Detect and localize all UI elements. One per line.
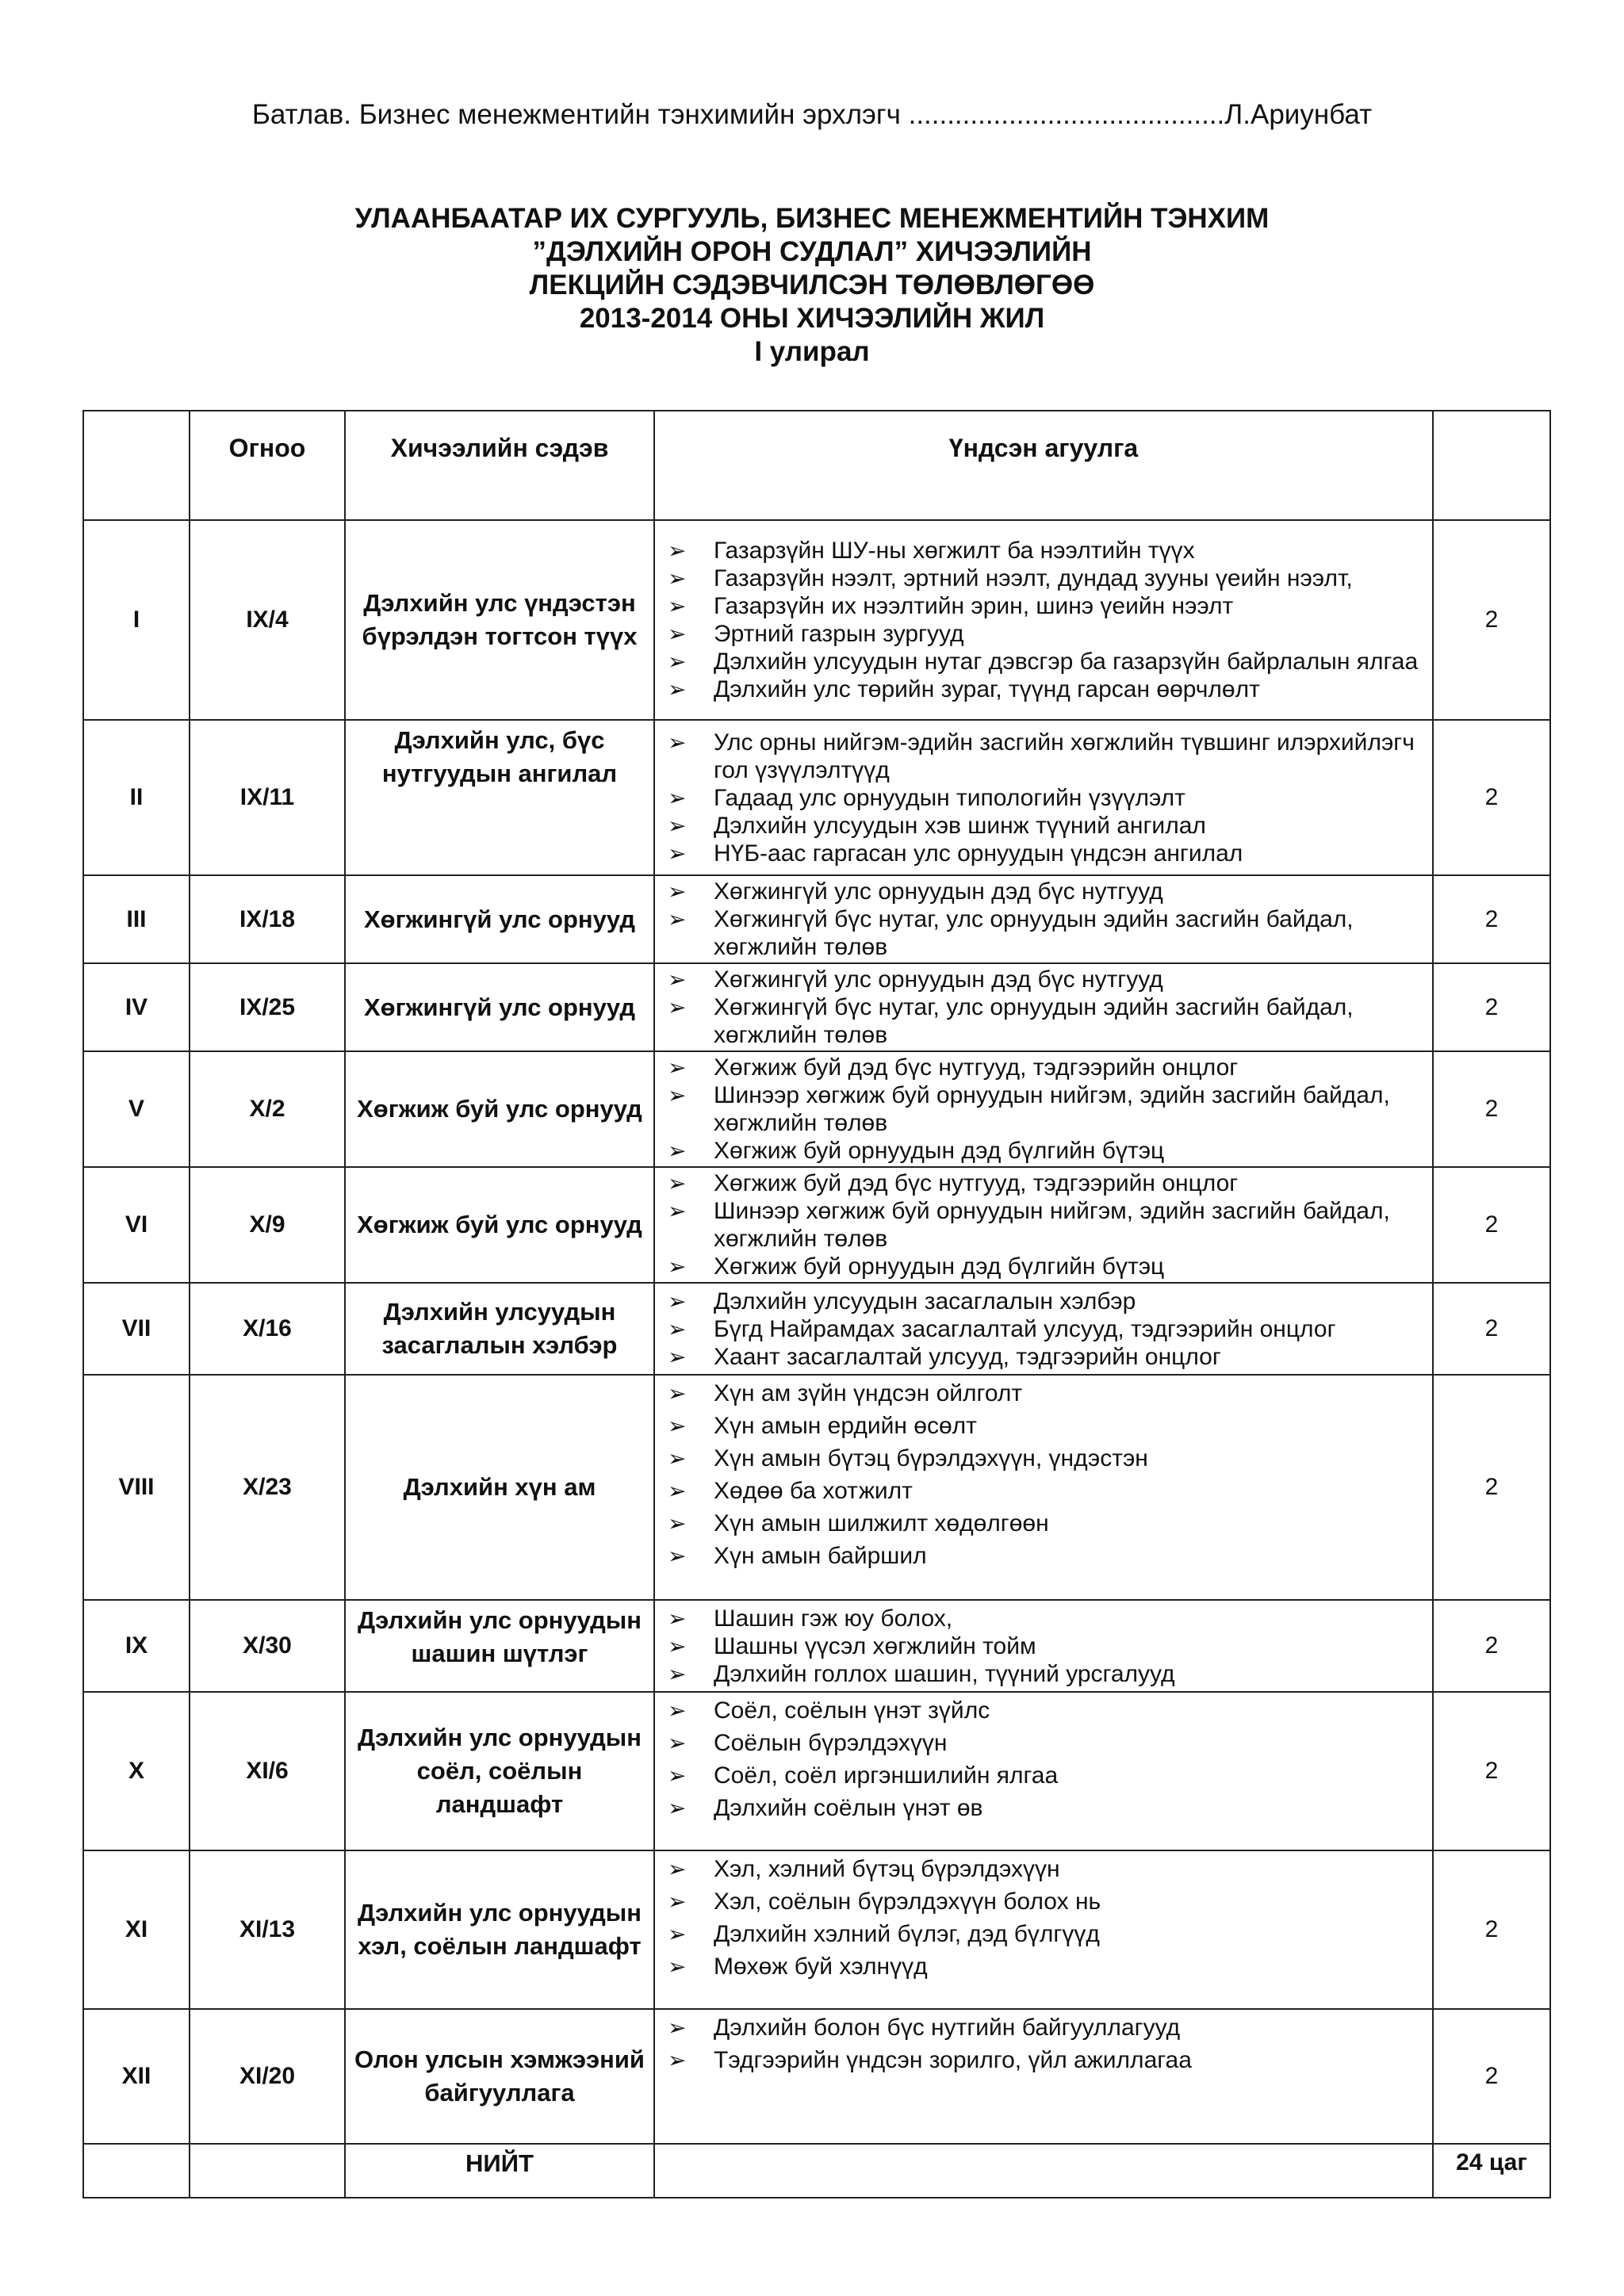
approval-line: Батлав. Бизнес менежментийн тэнхимийн эрхлэгч .........................................Л.Ариунбат bbox=[251, 99, 1373, 130]
list-item bbox=[668, 878, 1426, 905]
row-date: X/30 bbox=[190, 1600, 345, 1692]
list-item bbox=[668, 2011, 1426, 2044]
table-row bbox=[83, 520, 1550, 720]
list-item bbox=[668, 537, 1426, 564]
row-topic: Дэлхийн улс орнуудын шашин шүтлэг bbox=[345, 1600, 654, 1692]
table-row bbox=[83, 1167, 1550, 1283]
list-item-text: Хэл, хэлний бүтэц бүрэлдэхүүн bbox=[714, 1856, 1060, 1882]
list-item-text: Газарзүйн нээлт, эртний нээлт, дундад зууны үеийн нээлт, bbox=[714, 565, 1353, 591]
row-content bbox=[654, 1600, 1433, 1692]
row-date: IX/11 bbox=[190, 720, 345, 875]
arrowhead-bullet-icon: ➢ bbox=[668, 538, 687, 563]
list-item bbox=[668, 620, 1426, 648]
row-content bbox=[654, 1850, 1433, 2009]
list-item-text: Хүн амын ердийн өсөлт bbox=[714, 1413, 977, 1439]
list-item bbox=[668, 1054, 1426, 1081]
arrowhead-bullet-icon: ➢ bbox=[668, 1544, 687, 1568]
row-date: IX/4 bbox=[190, 520, 345, 720]
total-empty-num bbox=[83, 2144, 190, 2198]
content-list bbox=[668, 966, 1426, 1049]
table-row bbox=[83, 720, 1550, 875]
list-item bbox=[668, 905, 1426, 961]
list-item bbox=[668, 1475, 1426, 1507]
list-item bbox=[668, 592, 1426, 620]
list-item-text: Хөдөө ба хотжилт bbox=[714, 1478, 913, 1504]
row-number: X bbox=[83, 1692, 190, 1850]
row-hours: 2 bbox=[1433, 720, 1550, 875]
arrowhead-bullet-icon: ➢ bbox=[668, 729, 687, 755]
list-item bbox=[668, 1253, 1426, 1280]
row-topic: Хөгжиж буй улс орнууд bbox=[345, 1051, 654, 1167]
arrowhead-bullet-icon: ➢ bbox=[668, 1857, 687, 1881]
table-row bbox=[83, 1051, 1550, 1167]
arrowhead-bullet-icon: ➢ bbox=[668, 1922, 687, 1946]
row-number: XII bbox=[83, 2009, 190, 2144]
content-list bbox=[668, 1605, 1426, 1688]
list-item bbox=[668, 1918, 1426, 1950]
arrowhead-bullet-icon: ➢ bbox=[668, 1381, 687, 1406]
list-item bbox=[668, 1660, 1426, 1688]
list-item-text: Газарзүйн ШУ-ны хөгжилт ба нээлтийн түүх bbox=[714, 538, 1195, 564]
list-item bbox=[668, 729, 1426, 784]
list-item bbox=[668, 1694, 1426, 1727]
arrowhead-bullet-icon: ➢ bbox=[668, 1511, 687, 1536]
arrowhead-bullet-icon: ➢ bbox=[668, 1083, 687, 1108]
header-date: Огноо bbox=[190, 411, 345, 520]
header-number bbox=[83, 411, 190, 520]
list-item-text: Газарзүйн их нээлтийн эрин, шинэ үеийн нээлт bbox=[714, 593, 1234, 619]
row-topic: Хөгжингүй улс орнууд bbox=[345, 875, 654, 963]
row-content bbox=[654, 1375, 1433, 1600]
row-topic: Дэлхийн улс орнуудын соёл, соёлын ландшафт bbox=[345, 1692, 654, 1850]
row-number: XI bbox=[83, 1850, 190, 2009]
row-number: I bbox=[83, 520, 190, 720]
list-item bbox=[668, 1137, 1426, 1165]
table-row bbox=[83, 875, 1550, 963]
list-item-text: Тэдгээрийн үндсэн зорилго, үйл ажиллагаа bbox=[714, 2047, 1192, 2073]
heading-course: ”ДЭЛХИЙН ОРОН СУДЛАЛ” ХИЧЭЭЛИЙН bbox=[532, 236, 1092, 267]
list-item-text: Гадаад улс орнуудын типологийн үзүүлэлт bbox=[714, 784, 1185, 811]
total-label: НИЙТ bbox=[345, 2144, 654, 2198]
list-item-text: Дэлхийн улсуудын засаглалын хэлбэр bbox=[714, 1288, 1136, 1314]
table-row bbox=[83, 1283, 1550, 1375]
list-item bbox=[668, 675, 1426, 703]
list-item-text: Хөгжиж буй дэд бүс нутгууд, тэдгээрийн онцлог bbox=[714, 1054, 1239, 1081]
row-date: X/16 bbox=[190, 1283, 345, 1375]
row-hours: 2 bbox=[1433, 1283, 1550, 1375]
list-item-text: Хүн ам зүйн үндсэн ойлголт bbox=[714, 1380, 1023, 1406]
list-item-text: Дэлхийн улсуудын нутаг дэвсгэр ба газарзүйн байрлалын ялгаа bbox=[714, 649, 1419, 675]
list-item bbox=[668, 840, 1426, 867]
list-item bbox=[668, 1507, 1426, 1540]
row-topic: Хөгжингүй улс орнууд bbox=[345, 963, 654, 1051]
arrowhead-bullet-icon: ➢ bbox=[668, 2015, 687, 2040]
arrowhead-bullet-icon: ➢ bbox=[668, 1954, 687, 1979]
arrowhead-bullet-icon: ➢ bbox=[668, 566, 687, 591]
list-item bbox=[668, 1442, 1426, 1475]
list-item-text: Соёлын бүрэлдэхүүн bbox=[714, 1730, 948, 1756]
list-item bbox=[668, 784, 1426, 812]
list-item bbox=[668, 648, 1426, 675]
arrowhead-bullet-icon: ➢ bbox=[668, 1414, 687, 1438]
row-topic: Олон улсын хэмжээний байгууллага bbox=[345, 2009, 654, 2144]
arrowhead-bullet-icon: ➢ bbox=[668, 2048, 687, 2072]
list-item bbox=[668, 1759, 1426, 1792]
list-item-text: Дэлхийн улс төрийн зураг, түүнд гарсан өөрчлөлт bbox=[714, 676, 1260, 702]
row-hours: 2 bbox=[1433, 1600, 1550, 1692]
row-date: X/23 bbox=[190, 1375, 345, 1600]
list-item-text: Хөгжиж буй орнуудын дэд бүлгийн бүтэц bbox=[714, 1138, 1165, 1164]
row-number: VII bbox=[83, 1283, 190, 1375]
arrowhead-bullet-icon: ➢ bbox=[668, 967, 687, 992]
arrowhead-bullet-icon: ➢ bbox=[668, 1889, 687, 1914]
row-number: VI bbox=[83, 1167, 190, 1283]
row-topic: Дэлхийн хүн ам bbox=[345, 1375, 654, 1600]
row-number: III bbox=[83, 875, 190, 963]
row-hours: 2 bbox=[1433, 1051, 1550, 1167]
arrowhead-bullet-icon: ➢ bbox=[668, 1344, 687, 1369]
row-content bbox=[654, 1051, 1433, 1167]
table-row bbox=[83, 2009, 1550, 2144]
content-list bbox=[668, 878, 1426, 961]
arrowhead-bullet-icon: ➢ bbox=[668, 649, 687, 674]
arrowhead-bullet-icon: ➢ bbox=[668, 1796, 687, 1820]
row-topic: Дэлхийн улс үндэстэн бүрэлдэн тогтсон түүх bbox=[345, 520, 654, 720]
row-number: II bbox=[83, 720, 190, 875]
lecture-plan-table bbox=[82, 410, 1551, 2198]
list-item-text: Шашин гэж юу болох, bbox=[714, 1605, 953, 1632]
list-item-text: Дэлхийн голлох шашин, түүний урсгалууд bbox=[714, 1660, 1175, 1687]
list-item bbox=[668, 1288, 1426, 1315]
row-hours: 2 bbox=[1433, 875, 1550, 963]
table-row bbox=[83, 1375, 1550, 1600]
row-date: IX/25 bbox=[190, 963, 345, 1051]
list-item bbox=[668, 1540, 1426, 1572]
arrowhead-bullet-icon: ➢ bbox=[668, 1254, 687, 1279]
list-item-text: Улс орны нийгэм-эдийн засгийн хөгжлийн түвшинг илэрхийлэгч гол үзүүлэлтүүд bbox=[714, 729, 1415, 783]
list-item-text: Дэлхийн соёлын үнэт өв bbox=[714, 1795, 983, 1821]
arrowhead-bullet-icon: ➢ bbox=[668, 1138, 687, 1163]
row-hours: 2 bbox=[1433, 1692, 1550, 1850]
row-date: X/9 bbox=[190, 1167, 345, 1283]
arrowhead-bullet-icon: ➢ bbox=[668, 840, 687, 866]
row-content bbox=[654, 2009, 1433, 2144]
list-item-text: Шашны үүсэл хөгжлийн тойм bbox=[714, 1632, 1036, 1659]
row-date: XI/6 bbox=[190, 1692, 345, 1850]
list-item-text: Дэлхийн болон бүс нутгийн байгууллагууд bbox=[714, 2015, 1181, 2041]
table-row bbox=[83, 1692, 1550, 1850]
list-item bbox=[668, 1081, 1426, 1137]
list-item-text: Хөгжингүй бүс нутаг, улс орнуудын эдийн засгийн байдал, хөгжлийн төлөв bbox=[714, 994, 1354, 1048]
list-item bbox=[668, 1410, 1426, 1442]
arrowhead-bullet-icon: ➢ bbox=[668, 785, 687, 810]
heading-semester: I улирал bbox=[754, 336, 870, 367]
list-item bbox=[668, 812, 1426, 840]
heading-plan-title: ЛЕКЦИЙН СЭДЭВЧИЛСЭН ТӨЛӨВЛӨГӨӨ bbox=[529, 270, 1095, 300]
list-item bbox=[668, 1315, 1426, 1343]
list-item-text: Соёл, соёл иргэншилийн ялгаа bbox=[714, 1762, 1059, 1789]
list-item-text: Хүн амын байршил bbox=[714, 1543, 927, 1569]
list-item bbox=[668, 564, 1426, 592]
header-hours bbox=[1433, 411, 1550, 520]
row-content bbox=[654, 720, 1433, 875]
list-item-text: Мөхөж буй хэлнүүд bbox=[714, 1954, 928, 1980]
row-content bbox=[654, 1167, 1433, 1283]
row-number: IV bbox=[83, 963, 190, 1051]
arrowhead-bullet-icon: ➢ bbox=[668, 622, 687, 646]
content-list bbox=[668, 1694, 1426, 1824]
list-item-text: Дэлхийн хэлний бүлэг, дэд бүлгүүд bbox=[714, 1921, 1100, 1947]
list-item bbox=[668, 1853, 1426, 1885]
list-item-text: Шинээр хөгжиж буй орнуудын нийгэм, эдийн засгийн байдал, хөгжлийн төлөв bbox=[714, 1198, 1390, 1252]
list-item-text: Хөгжингүй улс орнуудын дэд бүс нутгууд bbox=[714, 878, 1163, 905]
content-list bbox=[668, 729, 1426, 867]
arrowhead-bullet-icon: ➢ bbox=[668, 995, 687, 1020]
row-topic: Дэлхийн улсуудын засаглалын хэлбэр bbox=[345, 1283, 654, 1375]
row-number: VIII bbox=[83, 1375, 190, 1600]
heading-academic-year: 2013-2014 ОНЫ ХИЧЭЭЛИЙН ЖИЛ bbox=[579, 303, 1045, 334]
arrowhead-bullet-icon: ➢ bbox=[668, 907, 687, 932]
arrowhead-bullet-icon: ➢ bbox=[668, 813, 687, 838]
table-row bbox=[83, 1600, 1550, 1692]
list-item-text: Хүн амын шилжилт хөдөлгөөн bbox=[714, 1510, 1049, 1536]
row-hours: 2 bbox=[1433, 963, 1550, 1051]
total-empty-content bbox=[654, 2144, 1433, 2198]
list-item bbox=[668, 1605, 1426, 1632]
list-item bbox=[668, 966, 1426, 993]
arrowhead-bullet-icon: ➢ bbox=[668, 1605, 687, 1631]
arrowhead-bullet-icon: ➢ bbox=[668, 1055, 687, 1080]
row-number: IX bbox=[83, 1600, 190, 1692]
list-item bbox=[668, 1377, 1426, 1410]
row-hours: 2 bbox=[1433, 1375, 1550, 1600]
row-hours: 2 bbox=[1433, 1850, 1550, 2009]
list-item bbox=[668, 1727, 1426, 1759]
total-hours: 24 цаг bbox=[1433, 2144, 1550, 2198]
row-content bbox=[654, 963, 1433, 1051]
content-list bbox=[668, 1377, 1426, 1572]
row-hours: 2 bbox=[1433, 520, 1550, 720]
arrowhead-bullet-icon: ➢ bbox=[668, 1763, 687, 1788]
list-item bbox=[668, 2044, 1426, 2076]
arrowhead-bullet-icon: ➢ bbox=[668, 1171, 687, 1196]
table-row bbox=[83, 1850, 1550, 2009]
content-list bbox=[668, 1054, 1426, 1165]
list-item bbox=[668, 1632, 1426, 1660]
table-header-row bbox=[83, 411, 1550, 520]
total-row bbox=[83, 2144, 1550, 2198]
row-date: XI/20 bbox=[190, 2009, 345, 2144]
list-item bbox=[668, 993, 1426, 1049]
list-item bbox=[668, 1169, 1426, 1197]
arrowhead-bullet-icon: ➢ bbox=[668, 1316, 687, 1341]
list-item-text: Дэлхийн улсуудын хэв шинж түүний ангилал bbox=[714, 812, 1206, 839]
list-item bbox=[668, 1197, 1426, 1253]
arrowhead-bullet-icon: ➢ bbox=[668, 1288, 687, 1314]
content-list bbox=[668, 2011, 1426, 2076]
arrowhead-bullet-icon: ➢ bbox=[668, 1661, 687, 1686]
arrowhead-bullet-icon: ➢ bbox=[668, 1446, 687, 1471]
list-item bbox=[668, 1885, 1426, 1918]
row-hours: 2 bbox=[1433, 1167, 1550, 1283]
list-item bbox=[668, 1792, 1426, 1824]
row-content bbox=[654, 1283, 1433, 1375]
list-item-text: Шинээр хөгжиж буй орнуудын нийгэм, эдийн засгийн байдал, хөгжлийн төлөв bbox=[714, 1082, 1390, 1136]
arrowhead-bullet-icon: ➢ bbox=[668, 1479, 687, 1503]
table-row bbox=[83, 963, 1550, 1051]
arrowhead-bullet-icon: ➢ bbox=[668, 1199, 687, 1223]
heading-university: УЛААНБААТАР ИХ СУРГУУЛЬ, БИЗНЕС МЕНЕЖМЕНТИЙН ТЭНХИМ bbox=[354, 203, 1270, 234]
content-list bbox=[668, 537, 1426, 703]
row-content bbox=[654, 520, 1433, 720]
list-item-text: Хаант засаглалтай улсууд, тэдгээрийн онцлог bbox=[714, 1343, 1221, 1370]
content-list bbox=[668, 1169, 1426, 1280]
list-item-text: Хүн амын бүтэц бүрэлдэхүүн, үндэстэн bbox=[714, 1445, 1148, 1471]
arrowhead-bullet-icon: ➢ bbox=[668, 879, 687, 904]
row-content bbox=[654, 1692, 1433, 1850]
arrowhead-bullet-icon: ➢ bbox=[668, 1698, 687, 1723]
row-topic: Хөгжиж буй улс орнууд bbox=[345, 1167, 654, 1283]
content-list bbox=[668, 1288, 1426, 1371]
list-item-text: Эртний газрын зургууд bbox=[714, 621, 964, 647]
row-hours: 2 bbox=[1433, 2009, 1550, 2144]
row-number: V bbox=[83, 1051, 190, 1167]
list-item-text: Хэл, соёлын бүрэлдэхүүн болох нь bbox=[714, 1888, 1101, 1915]
header-content: Үндсэн агуулга bbox=[654, 411, 1433, 520]
list-item-text: Хөгжингүй улс орнуудын дэд бүс нутгууд bbox=[714, 966, 1163, 993]
list-item-text: Бүгд Найрамдах засаглалтай улсууд, тэдгээрийн онцлог bbox=[714, 1315, 1336, 1342]
list-item bbox=[668, 1343, 1426, 1371]
header-topic: Хичээлийн сэдэв bbox=[345, 411, 654, 520]
total-empty-date bbox=[190, 2144, 345, 2198]
document-heading bbox=[0, 202, 1624, 369]
arrowhead-bullet-icon: ➢ bbox=[668, 1731, 687, 1755]
list-item-text: Хөгжингүй бүс нутаг, улс орнуудын эдийн засгийн байдал, хөгжлийн төлөв bbox=[714, 906, 1354, 960]
list-item-text: Хөгжиж буй орнуудын дэд бүлгийн бүтэц bbox=[714, 1253, 1165, 1280]
arrowhead-bullet-icon: ➢ bbox=[668, 594, 687, 618]
list-item-text: Соёл, соёлын үнэт зүйлс bbox=[714, 1697, 990, 1724]
table-body bbox=[83, 520, 1550, 2144]
arrowhead-bullet-icon: ➢ bbox=[668, 677, 687, 702]
list-item bbox=[668, 1950, 1426, 1983]
row-topic: Дэлхийн улс орнуудын хэл, соёлын ландшафт bbox=[345, 1850, 654, 2009]
content-list bbox=[668, 1853, 1426, 1983]
row-topic: Дэлхийн улс, бүс нутгуудын ангилал bbox=[345, 720, 654, 875]
row-date: IX/18 bbox=[190, 875, 345, 963]
list-item-text: НҮБ-аас гаргасан улс орнуудын үндсэн ангилал bbox=[714, 840, 1243, 867]
row-content bbox=[654, 875, 1433, 963]
list-item-text: Хөгжиж буй дэд бүс нутгууд, тэдгээрийн онцлог bbox=[714, 1170, 1239, 1196]
row-date: X/2 bbox=[190, 1051, 345, 1167]
arrowhead-bullet-icon: ➢ bbox=[668, 1633, 687, 1659]
row-date: XI/13 bbox=[190, 1850, 345, 2009]
